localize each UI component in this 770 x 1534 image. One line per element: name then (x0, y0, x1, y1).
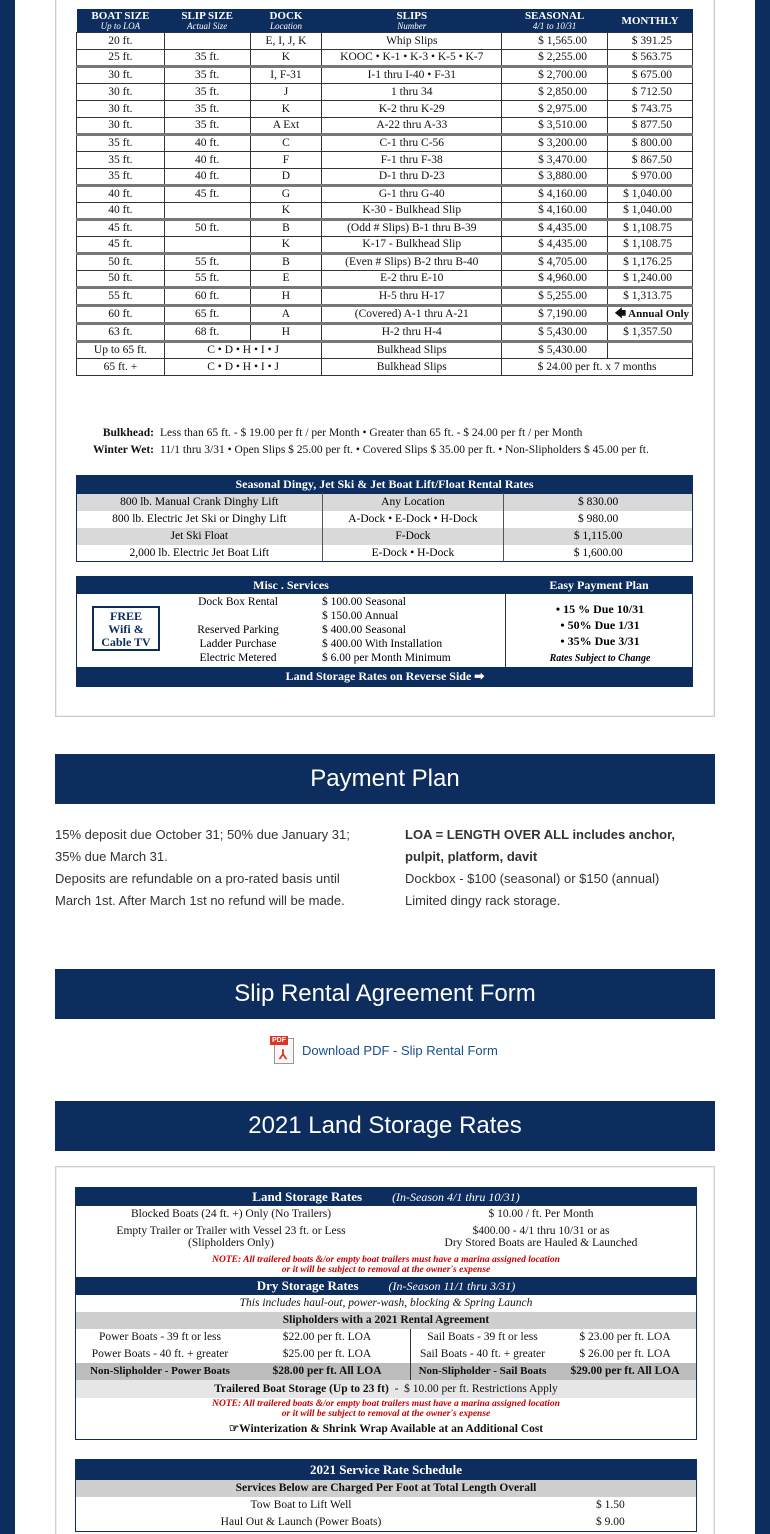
column-header: SEASONAL 4/1 to 10/31 (502, 9, 608, 33)
slip-rate-cell: E (250, 271, 322, 288)
slip-rate-row (77, 84, 693, 101)
non-slip-power-rate: $28.00 per ft. All LOA (272, 1365, 382, 1377)
column-header: SLIP SIZE Actual Size (164, 9, 250, 33)
free-line: Wifi & (108, 622, 144, 636)
dockbox-text: Dockbox - $100 (seasonal) or $150 (annual) (405, 871, 660, 886)
column-header: DOCK Location (250, 9, 322, 33)
slip-rate-cell: $ 867.50 (608, 152, 693, 169)
service-price: $ 1.50 (596, 1499, 625, 1511)
slip-rate-cell: Whip Slips (322, 33, 502, 50)
slip-rate-cell: $ 4,705.00 (502, 254, 608, 271)
slip-rate-cell: C • D • H • I • J (164, 359, 322, 376)
slip-rate-cell: 55 ft. (164, 254, 250, 271)
power-boats-small: Power Boats - 39 ft or less (98, 1331, 221, 1343)
dingy-cell: Jet Ski Float (77, 528, 323, 545)
dingy-cell: $ 1,600.00 (573, 546, 623, 559)
column-header: MONTHLY (608, 9, 693, 33)
slip-rate-row (77, 288, 693, 306)
slip-rate-row (77, 220, 693, 237)
slip-rate-row (77, 359, 693, 376)
slip-rate-cell: $ 2,700.00 (502, 67, 608, 84)
land-storage-heading: 2021 Land Storage Rates (55, 1101, 715, 1151)
slip-rate-cell: 45 ft. (164, 186, 250, 203)
slip-rate-cell: $ 24.00 per ft. x 7 months (502, 359, 693, 376)
dingy-cell: E-Dock • H-Dock (322, 545, 504, 562)
slip-rate-cell: H (250, 288, 322, 306)
free-line: Cable TV (101, 635, 151, 649)
service-rate-row (76, 1497, 696, 1514)
slip-agreement-heading: Slip Rental Agreement Form (55, 969, 715, 1019)
slip-rate-row (77, 50, 693, 67)
slip-rate-cell: $ 4,160.00 (502, 203, 608, 220)
slip-rate-cell: A (250, 306, 322, 324)
dingy-cell: 2,000 lb. Electric Jet Boat Lift (77, 545, 323, 562)
slip-rate-cell: $ 1,240.00 (608, 271, 693, 288)
rate-sheet-card (55, 0, 715, 717)
dingy-lift-table (76, 475, 693, 562)
non-slip-power: Non-Slipholder - Power Boats (90, 1365, 230, 1377)
misc-label: Dock Box Rental (198, 596, 278, 608)
service-name: Haul Out & Launch (Power Boats) (220, 1516, 382, 1528)
sail-boats-small-rate: $ 23.00 per ft. LOA (579, 1331, 671, 1343)
download-pdf-link[interactable] (270, 1036, 498, 1064)
service-rate-table (75, 1459, 697, 1532)
payment-right-column (405, 824, 715, 912)
column-header: BOAT SIZE Up to LOA (77, 9, 165, 33)
slip-rate-row (77, 237, 693, 254)
sail-boats-large-rate: $ 26.00 per ft. LOA (579, 1348, 671, 1360)
slip-rate-cell: $ 1,108.75 (608, 220, 693, 237)
slip-rate-cell: 55 ft. (77, 288, 165, 306)
easy-payment-title: Easy Payment Plan (505, 577, 693, 594)
slip-rate-cell: 40 ft. (77, 186, 165, 203)
service-rate-row (76, 1514, 696, 1531)
slip-rate-cell: B (250, 220, 322, 237)
slip-rate-cell: $ 1,313.75 (608, 288, 693, 306)
trailered-note: NOTE: All trailered boats &/or empty boat trailers must have a marina assigned location (212, 1399, 560, 1409)
slip-rate-cell: 50 ft. (164, 220, 250, 237)
misc-label: Reserved Parking (197, 624, 279, 636)
slip-rate-cell: $ 675.00 (608, 67, 693, 84)
slip-rate-row (77, 152, 693, 169)
power-boats-small-rate: $22.00 per ft. LOA (282, 1331, 372, 1343)
slip-rate-cell: 35 ft. (164, 118, 250, 135)
slip-rate-cell: E-2 thru E-10 (322, 271, 502, 288)
land-storage-table (75, 1187, 697, 1440)
slip-rate-cell: $ 877.50 (608, 118, 693, 135)
slip-rate-cell: 40 ft. (164, 169, 250, 186)
service-price: $ 9.00 (596, 1516, 625, 1528)
slip-rate-row (77, 324, 693, 342)
non-slip-sail: Non-Slipholder - Sail Boats (410, 1363, 554, 1380)
dingy-cell: 800 lb. Manual Crank Dinghy Lift (77, 494, 323, 511)
winter-wet-label: Winter Wet: (92, 444, 154, 456)
slip-rate-cell: G (250, 186, 322, 203)
slip-rate-cell: I, F-31 (250, 67, 322, 84)
dingy-cell: $ 830.00 (504, 494, 693, 511)
land-storage-footer: Land Storage Rates on Reverse Side ➡ (77, 667, 693, 686)
slipholders-heading: Slipholders with a 2021 Rental Agreement (76, 1312, 696, 1329)
slip-rate-cell: KOOC • K-1 • K-3 • K-5 • K-7 (322, 50, 502, 67)
rates-subject-note: Rates Subject to Change (549, 653, 651, 664)
slip-rate-cell: 68 ft. (164, 324, 250, 342)
blocked-boats-rate: $ 10.00 / ft. Per Month (488, 1208, 594, 1220)
easy-item: • 15 % Due 10/31 (555, 602, 645, 616)
slip-rate-cell: A Ext (250, 118, 322, 135)
slip-rate-cell: 40 ft. (164, 152, 250, 169)
slip-rate-cell: Up to 65 ft. (77, 342, 165, 359)
slip-rate-row (77, 271, 693, 288)
slip-rate-cell: J (250, 84, 322, 101)
slip-rate-cell: A-22 thru A-33 (322, 118, 502, 135)
slip-rate-cell: 20 ft. (77, 33, 165, 50)
slip-rate-cell: C (250, 135, 322, 152)
slip-rate-cell (164, 203, 250, 220)
slip-rate-cell: $ 3,510.00 (502, 118, 608, 135)
dry-storage-includes: This includes haul-out, power-wash, blocking & Spring Launch (239, 1297, 533, 1309)
slip-rate-cell: $ 1,040.00 (608, 186, 693, 203)
service-rate-subtitle: Services Below are Charged Per Foot at Total Length Overall (76, 1480, 696, 1497)
slip-rate-cell: 35 ft. (77, 135, 165, 152)
slip-rate-cell: D-1 thru D-23 (322, 169, 502, 186)
slip-rate-cell: G-1 thru G-40 (322, 186, 502, 203)
bulkhead-text: Less than 65 ft. - $ 19.00 per ft / per Month • Greater than 65 ft. - $ 24.00 per ft / per Month (160, 427, 583, 439)
slip-rate-row (77, 203, 693, 220)
sail-boats-large: Sail Boats - 40 ft. + greater (410, 1346, 554, 1363)
slip-rate-cell: Bulkhead Slips (322, 342, 502, 359)
slip-rate-cell (164, 237, 250, 254)
slip-rate-cell: $ 970.00 (608, 169, 693, 186)
pointing-hand-icon: ☞ (228, 1423, 240, 1435)
dingy-table-title: Seasonal Dingy, Jet Ski & Jet Boat Lift/Float Rental Rates (76, 475, 693, 493)
slip-rate-cell: 30 ft. (77, 67, 165, 84)
slip-rate-cell: 35 ft. (164, 50, 250, 67)
slip-rate-cell: 35 ft. (77, 169, 165, 186)
dingy-row (77, 494, 693, 511)
slip-rate-cell: $ 1,565.00 (502, 33, 608, 50)
dingy-rack-text: Limited dingy rack storage. (405, 893, 561, 908)
slip-rate-cell: (Even # Slips) B-2 thru B-40 (322, 254, 502, 271)
slip-rate-cell: $ 4,160.00 (502, 186, 608, 203)
slip-rate-cell: $ 7,190.00 (502, 306, 608, 324)
dingy-cell: F-Dock (322, 528, 504, 545)
payment-schedule-text: 15% deposit due October 31; 50% due January 31; 35% due March 31. (55, 827, 350, 864)
slip-rate-cell: $ 4,435.00 (502, 220, 608, 237)
misc-label: Electric Metered (199, 652, 277, 664)
slip-rate-cell: D (250, 169, 322, 186)
slip-rate-cell: 35 ft. (164, 101, 250, 118)
slip-rate-cell: H (250, 324, 322, 342)
slip-rate-row (77, 254, 693, 271)
trailer-note-2: or it will be subject to removal at the owner's expense (281, 1265, 491, 1275)
slip-rate-cell: 35 ft. (164, 67, 250, 84)
slip-rate-cell: 50 ft. (77, 271, 165, 288)
dingy-cell: A-Dock • E-Dock • H-Dock (322, 511, 504, 528)
bulkhead-label: Bulkhead: (102, 427, 154, 439)
slip-rate-cell: $ 1,040.00 (608, 203, 693, 220)
slip-rate-row (77, 342, 693, 359)
slip-rate-cell: 45 ft. (77, 237, 165, 254)
slip-rate-cell: $ 1,176.25 (608, 254, 693, 271)
dingy-row (77, 528, 693, 545)
slip-rate-cell: 65 ft. + (77, 359, 165, 376)
slip-rate-row (77, 186, 693, 203)
misc-value: $ 100.00 Seasonal (322, 596, 407, 608)
misc-value: $ 6.00 per Month Minimum (322, 652, 451, 664)
slip-rate-cell: $ 3,470.00 (502, 152, 608, 169)
misc-value: $ 150.00 Annual (322, 610, 399, 622)
slip-rate-cell: K-30 - Bulkhead Slip (322, 203, 502, 220)
slip-rate-cell: $ 800.00 (608, 135, 693, 152)
slip-rate-cell: 45 ft. (77, 220, 165, 237)
slip-rate-cell: E, I, J, K (250, 33, 322, 50)
slip-rate-cell: I-1 thru I-40 • F-31 (322, 67, 502, 84)
slip-rate-row (77, 135, 693, 152)
slip-rate-cell: 55 ft. (164, 271, 250, 288)
slip-rate-cell: 60 ft. (164, 288, 250, 306)
slip-rate-cell: K (250, 203, 322, 220)
trailer-label: Empty Trailer or Trailer with Vessel 23 ft. or Less (116, 1225, 346, 1237)
slip-rate-cell: $ 563.75 (608, 50, 693, 67)
non-slip-sail-rate: $29.00 per ft. All LOA (570, 1365, 680, 1377)
dingy-cell: $ 1,115.00 (504, 528, 693, 545)
slip-rate-cell: 63 ft. (77, 324, 165, 342)
slip-rate-cell (608, 342, 693, 359)
slip-rate-cell: 1 thru 34 (322, 84, 502, 101)
slip-rate-row (77, 169, 693, 186)
slip-rate-cell: Bulkhead Slips (322, 359, 502, 376)
pdf-file-icon: PDF ⅄ (270, 1036, 296, 1064)
slip-rate-cell: $ 5,430.00 (502, 342, 608, 359)
trailer-sub: (Slipholders Only) (188, 1237, 274, 1249)
loa-definition: LOA = LENGTH OVER ALL includes anchor, pulpit, platform, davit (405, 827, 676, 864)
misc-value: $ 400.00 Seasonal (322, 624, 407, 636)
slip-rate-cell: $ 4,960.00 (502, 271, 608, 288)
slip-rate-cell: 30 ft. (77, 118, 165, 135)
slip-rate-cell: 60 ft. (77, 306, 165, 324)
trailered-note-2: or it will be subject to removal at the owner's expense (281, 1409, 491, 1419)
slip-rate-cell: K-2 thru K-29 (322, 101, 502, 118)
slip-rate-cell: K (250, 237, 322, 254)
slip-rate-cell: 40 ft. (164, 135, 250, 152)
trailered-storage-row: Trailered Boat Storage (Up to 23 ft) - $ 10.00 per ft. Restrictions Apply (76, 1380, 696, 1398)
slip-rate-cell: $ 391.25 (608, 33, 693, 50)
blocked-boats-label: Blocked Boats (24 ft. +) Only (No Trailers) (130, 1208, 332, 1220)
slip-rate-cell: 35 ft. (164, 84, 250, 101)
winter-wet-text: 11/1 thru 3/31 • Open Slips $ 25.00 per ft. • Covered Slips $ 35.00 per ft. • Non-Slipholders $ 45.00 per ft. (160, 444, 649, 456)
payment-left-column (55, 824, 373, 912)
slip-rate-cell: $ 5,430.00 (502, 324, 608, 342)
slip-rate-row (77, 101, 693, 118)
winterization-row: ☞Winterization & Shrink Wrap Available at an Additional Cost (228, 1423, 544, 1435)
slip-rate-cell: 30 ft. (77, 101, 165, 118)
slip-rate-cell: K (250, 101, 322, 118)
slip-rate-cell: 25 ft. (77, 50, 165, 67)
easy-item: • 35% Due 3/31 (560, 634, 640, 648)
free-wifi-badge (92, 606, 160, 651)
page (15, 0, 755, 1534)
slip-rate-cell: $ 3,200.00 (502, 135, 608, 152)
trailer-rate: $400.00 - 4/1 thru 10/31 or as (472, 1225, 610, 1237)
rate-notes (84, 425, 649, 459)
slip-rate-row (77, 118, 693, 135)
slip-rate-row (77, 67, 693, 84)
slip-rate-cell: $ 4,435.00 (502, 237, 608, 254)
misc-label (183, 609, 293, 623)
dingy-cell: Any Location (322, 494, 504, 511)
land-storage-card (55, 1166, 715, 1534)
slip-rate-cell: $ 712.50 (608, 84, 693, 101)
slip-rate-cell: (Covered) A-1 thru A-21 (322, 306, 502, 324)
misc-services-title: Misc . Services (77, 577, 505, 594)
column-header: SLIPS Number (322, 9, 502, 33)
free-line: FREE (109, 609, 142, 623)
payment-plan-heading: Payment Plan (55, 754, 715, 804)
service-name: Tow Boat to Lift Well (250, 1499, 352, 1511)
slip-rate-cell: C • D • H • I • J (164, 342, 322, 359)
service-rate-title: 2021 Service Rate Schedule (76, 1460, 696, 1480)
slip-rate-cell: K-17 - Bulkhead Slip (322, 237, 502, 254)
slip-rate-cell: C-1 thru C-56 (322, 135, 502, 152)
refund-policy-text: Deposits are refundable on a pro-rated basis until March 1st. After March 1st no refund will be made. (55, 871, 345, 908)
slip-rate-cell: $ 2,975.00 (502, 101, 608, 118)
slip-rate-cell: B (250, 254, 322, 271)
easy-item: • 50% Due 1/31 (560, 618, 640, 632)
slip-rate-cell: $ 1,108.75 (608, 237, 693, 254)
slip-rate-cell: 40 ft. (77, 203, 165, 220)
land-storage-title-bar: Land Storage Rates (In-Season 4/1 thru 10/31) (76, 1188, 696, 1206)
trailer-rate-sub: Dry Stored Boats are Hauled & Launched (444, 1237, 638, 1249)
dingy-cell: $ 980.00 (578, 513, 619, 525)
misc-values (322, 595, 451, 665)
slip-rate-cell: H-2 thru H-4 (322, 324, 502, 342)
slip-rate-cell: F-1 thru F-38 (322, 152, 502, 169)
slip-rate-cell: $ 1,357.50 (608, 324, 693, 342)
slip-rate-cell: 30 ft. (77, 84, 165, 101)
dingy-cell: 800 lb. Electric Jet Ski or Dinghy Lift (77, 511, 323, 528)
misc-divider (505, 594, 506, 667)
slip-rate-cell: K (250, 50, 322, 67)
misc-value: $ 400.00 With Installation (322, 638, 443, 650)
slip-rate-table (76, 9, 693, 376)
slip-rate-cell: F (250, 152, 322, 169)
slip-rate-cell (164, 33, 250, 50)
power-boats-large-rate: $25.00 per ft. LOA (282, 1348, 372, 1360)
slip-rate-cell: 65 ft. (164, 306, 250, 324)
slip-rate-cell: 50 ft. (77, 254, 165, 271)
slip-rate-cell: 35 ft. (77, 152, 165, 169)
sail-boats-small: Sail Boats - 39 ft or less (410, 1329, 554, 1346)
trailer-note: NOTE: All trailered boats &/or empty boat trailers must have a marina assigned location (212, 1255, 560, 1265)
power-boats-large: Power Boats - 40 ft. + greater (91, 1348, 229, 1360)
slip-rate-cell: $ 2,850.00 (502, 84, 608, 101)
slip-rate-cell: $ 5,255.00 (502, 288, 608, 306)
easy-payment-list (507, 601, 693, 667)
misc-label: Ladder Purchase (199, 638, 277, 650)
slip-rate-row (77, 33, 693, 50)
slip-rate-cell: $ 3,880.00 (502, 169, 608, 186)
misc-labels (183, 595, 293, 665)
slip-rate-cell: H-5 thru H-17 (322, 288, 502, 306)
misc-services-box (76, 576, 693, 687)
slip-rate-cell: (Odd # Slips) B-1 thru B-39 (322, 220, 502, 237)
slip-rate-cell: 🡄 Annual Only (608, 306, 693, 324)
dingy-row (77, 545, 693, 562)
slip-rate-row (77, 306, 693, 324)
dingy-row (77, 511, 693, 528)
slip-rate-cell: $ 743.75 (608, 101, 693, 118)
slip-rate-cell: $ 2,255.00 (502, 50, 608, 67)
dry-storage-title-bar: Dry Storage Rates (In-Season 11/1 thru 3/31) (76, 1277, 696, 1295)
download-pdf-label[interactable]: Download PDF - Slip Rental Form (302, 1042, 498, 1058)
